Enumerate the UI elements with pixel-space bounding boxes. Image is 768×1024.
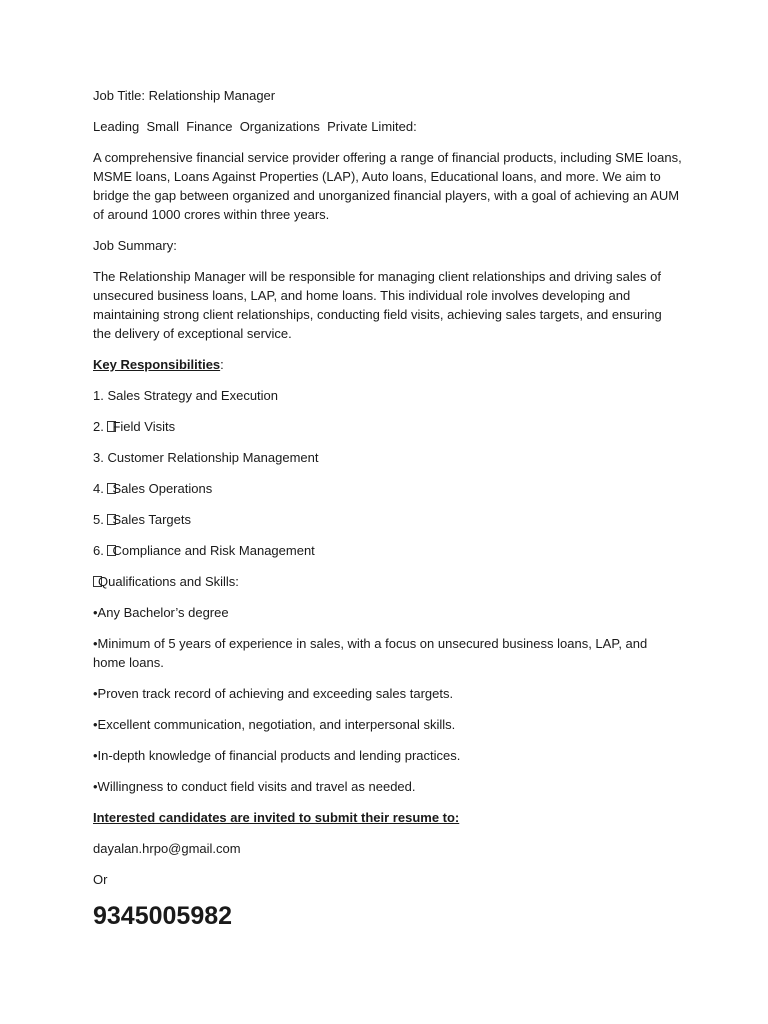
qualification-item: •In-depth knowledge of financial products and lending practices. [93,748,461,763]
qualification-item: •Willingness to conduct field visits and travel as needed. [93,779,416,794]
responsibility-item: 1. Sales Strategy and Execution [93,388,279,403]
responsibilities-heading: Key Responsibilities [93,357,221,372]
responsibilities-colon: : [220,357,224,372]
company-name: Leading Small Finance Organizations Private Limited: [93,119,417,134]
document-page [93,86,683,931]
responsibility-text: Customer Relationship Management [107,450,319,465]
responsibility-text: Sales Strategy and Execution [107,388,279,403]
qualification-item: •Minimum of 5 years of experience in sales, with a focus on unsecured business loans, LAP, and home loans. [93,636,648,670]
job-title: Job Title: Relationship Manager [93,88,276,103]
responsibility-item: 5. Sales Targets [93,512,191,527]
job-summary: The Relationship Manager will be responsible for managing client relationships and driving sales of unsecured business loans, LAP, and home loans. This individual role involves developing and maintaining strong client relationships, conducting field visits, achieving sales targets, and ensuring the delivery of exceptional service. [93,269,662,341]
qualification-item: •Excellent communication, negotiation, and interpersonal skills. [93,717,456,732]
or-text: Or [93,872,108,887]
responsibility-item: 4. Sales Operations [93,481,213,496]
qualifications-heading: Qualifications and Skills: [98,574,239,589]
qualification-item: •Any Bachelor’s degree [93,605,229,620]
responsibility-item: 2. Field Visits [93,419,176,434]
job-summary-heading: Job Summary: [93,238,177,253]
responsibility-text: Sales Targets [112,512,191,527]
responsibility-item: 6. Compliance and Risk Management [93,543,315,558]
responsibility-text: Compliance and Risk Management [112,543,315,558]
qualification-item: •Proven track record of achieving and exceeding sales targets. [93,686,454,701]
responsibility-text: Field Visits [112,419,176,434]
apply-heading: Interested candidates are invited to submit their resume to: [93,810,460,825]
responsibility-text: Sales Operations [112,481,213,496]
responsibilities-heading-line [93,355,683,374]
qualifications-heading-line [93,572,683,591]
contact-phone: 9345005982 [93,902,233,930]
responsibility-item: 3. Customer Relationship Management [93,450,319,465]
contact-email: dayalan.hrpo@gmail.com [93,841,241,856]
company-description: A comprehensive financial service provider offering a range of financial products, including SME loans, MSME loans, Loans Against Properties (LAP), Auto loans, Educational loans, and more. We aim to bridge the gap between organized and unorganized financial players, with a goal of achieving an AUM of around 1000 crores within three years. [93,150,682,222]
